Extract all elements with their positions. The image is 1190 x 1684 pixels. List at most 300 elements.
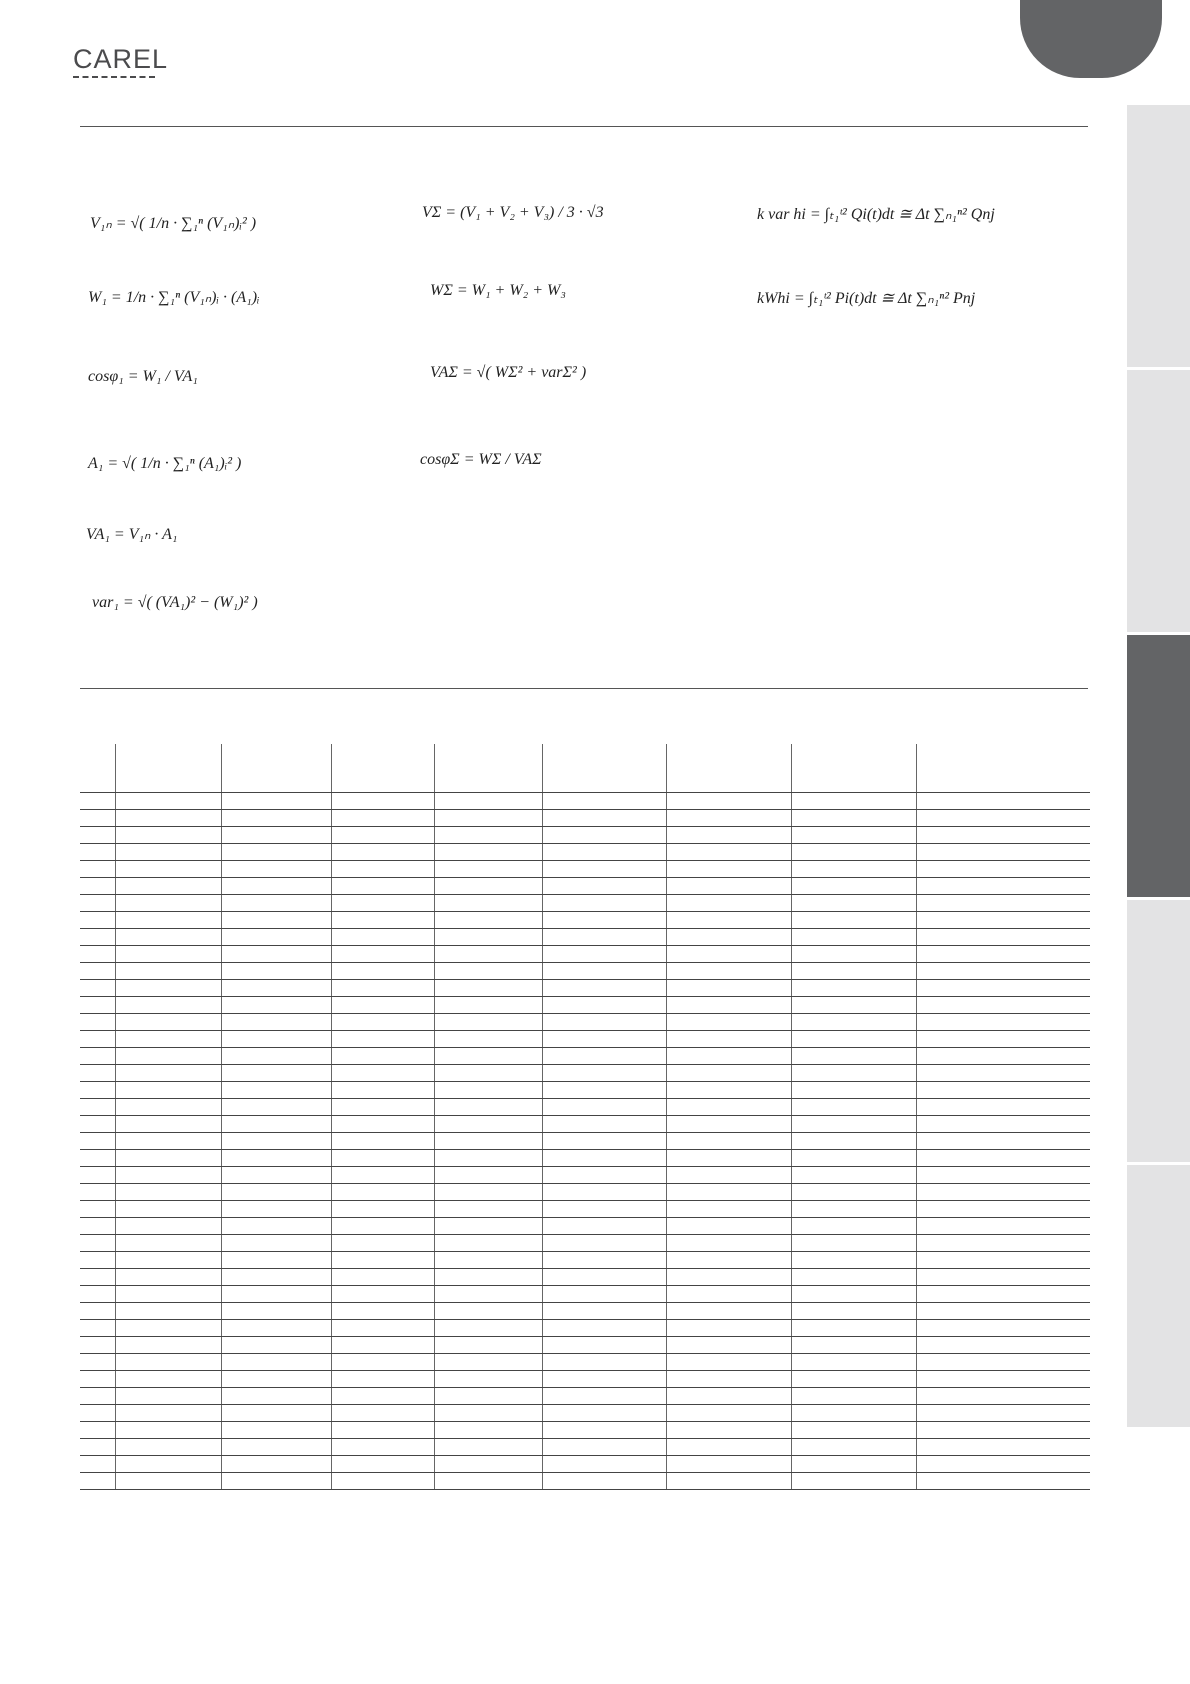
formula-var1: var₁ = √( (VA₁)² − (W₁)² ) — [92, 594, 258, 611]
table-cell — [666, 827, 791, 844]
table-row — [80, 1354, 1090, 1371]
table-cell — [221, 827, 331, 844]
table-cell — [916, 980, 1090, 997]
table-cell — [666, 1371, 791, 1388]
table-cell — [542, 1320, 666, 1337]
table-cell — [434, 1473, 542, 1490]
table-cell — [916, 1048, 1090, 1065]
table-cell — [221, 980, 331, 997]
table-cell — [791, 1116, 916, 1133]
table-cell — [115, 827, 221, 844]
table-cell — [331, 912, 434, 929]
table-row — [80, 946, 1090, 963]
table-cell — [542, 980, 666, 997]
table-cell — [115, 878, 221, 895]
table-cell — [542, 1099, 666, 1116]
table-cell — [115, 1235, 221, 1252]
table-cell — [791, 980, 916, 997]
table-cell — [434, 1456, 542, 1473]
table-cell — [221, 1422, 331, 1439]
table-cell — [115, 980, 221, 997]
table-cell — [115, 912, 221, 929]
table-cell — [542, 963, 666, 980]
table-cell — [791, 1218, 916, 1235]
table-cell — [791, 1065, 916, 1082]
formula-kvarhi: k var hi = ∫ₜ₁ᵗ² Qi(t)dt ≅ Δt ∑ₙ₁ⁿ² Qnj — [757, 206, 995, 223]
table-row — [80, 1048, 1090, 1065]
table-cell — [791, 1133, 916, 1150]
header-cell — [666, 744, 791, 793]
table-cell — [434, 1031, 542, 1048]
table-cell — [916, 1252, 1090, 1269]
table-cell — [331, 1252, 434, 1269]
table-cell — [666, 1235, 791, 1252]
table-cell — [115, 946, 221, 963]
table-cell — [434, 929, 542, 946]
table-cell — [221, 810, 331, 827]
table-cell — [115, 861, 221, 878]
formula-vasigma: VAΣ = √( WΣ² + varΣ² ) — [430, 364, 587, 381]
table-cell — [331, 963, 434, 980]
table-cell — [666, 810, 791, 827]
table-cell — [221, 946, 331, 963]
middle-rule — [80, 688, 1088, 689]
table-cell — [916, 1014, 1090, 1031]
table-cell — [80, 1048, 115, 1065]
table-cell — [542, 1048, 666, 1065]
table-cell — [115, 1048, 221, 1065]
table-cell — [916, 1388, 1090, 1405]
table-row — [80, 1320, 1090, 1337]
table-cell — [331, 1286, 434, 1303]
table-cell — [434, 1269, 542, 1286]
table-cell — [221, 1286, 331, 1303]
table-cell — [542, 1371, 666, 1388]
table-cell — [666, 1269, 791, 1286]
side-tab-4[interactable] — [1127, 900, 1190, 1162]
table-cell — [80, 1303, 115, 1320]
table-row — [80, 1269, 1090, 1286]
table-cell — [791, 827, 916, 844]
table-cell — [115, 1150, 221, 1167]
table-row — [80, 1099, 1090, 1116]
table-cell — [791, 1405, 916, 1422]
table-cell — [221, 1320, 331, 1337]
table-cell — [115, 1286, 221, 1303]
table-cell — [916, 1235, 1090, 1252]
table-cell — [542, 997, 666, 1014]
formula-kwhi: kWhi = ∫ₜ₁ᵗ² Pi(t)dt ≅ Δt ∑ₙ₁ⁿ² Pnj — [757, 290, 976, 307]
table-row — [80, 1065, 1090, 1082]
table-cell — [916, 1082, 1090, 1099]
table-cell — [434, 946, 542, 963]
table-cell — [666, 1354, 791, 1371]
table-cell — [916, 878, 1090, 895]
table-cell — [791, 1303, 916, 1320]
table-cell — [916, 1337, 1090, 1354]
table-cell — [434, 1320, 542, 1337]
table-cell — [542, 827, 666, 844]
table-cell — [791, 793, 916, 810]
table-cell — [221, 997, 331, 1014]
table-row — [80, 1456, 1090, 1473]
table-cell — [80, 793, 115, 810]
table-cell — [916, 1320, 1090, 1337]
table-cell — [331, 1082, 434, 1099]
table-cell — [115, 1014, 221, 1031]
table-cell — [115, 1456, 221, 1473]
table-cell — [791, 861, 916, 878]
table-cell — [542, 878, 666, 895]
table-cell — [916, 997, 1090, 1014]
table-cell — [115, 1184, 221, 1201]
table-cell — [80, 1422, 115, 1439]
table-row — [80, 1371, 1090, 1388]
table-cell — [542, 844, 666, 861]
table-cell — [221, 878, 331, 895]
table-cell — [434, 1167, 542, 1184]
table-cell — [666, 1405, 791, 1422]
header-cell — [221, 744, 331, 793]
table-cell — [542, 810, 666, 827]
table-cell — [916, 946, 1090, 963]
table-cell — [331, 1014, 434, 1031]
table-cell — [434, 793, 542, 810]
table-row — [80, 1031, 1090, 1048]
table-cell — [666, 793, 791, 810]
table-cell — [791, 912, 916, 929]
table-row — [80, 1405, 1090, 1422]
table-cell — [80, 1167, 115, 1184]
table-cell — [434, 1218, 542, 1235]
table-cell — [434, 1388, 542, 1405]
table-cell — [916, 929, 1090, 946]
table-cell — [434, 980, 542, 997]
table-cell — [666, 844, 791, 861]
table-row — [80, 810, 1090, 827]
table-cell — [791, 1286, 916, 1303]
table-cell — [115, 1422, 221, 1439]
table-cell — [542, 1439, 666, 1456]
table-cell — [331, 827, 434, 844]
table-cell — [80, 1201, 115, 1218]
table-cell — [221, 1371, 331, 1388]
table-cell — [666, 1048, 791, 1065]
table-cell — [791, 878, 916, 895]
table-cell — [80, 878, 115, 895]
table-cell — [666, 1303, 791, 1320]
table-cell — [666, 1286, 791, 1303]
header-cell — [916, 744, 1090, 793]
table-cell — [666, 861, 791, 878]
table-cell — [791, 946, 916, 963]
table-cell — [115, 1405, 221, 1422]
table-cell — [434, 1099, 542, 1116]
table-cell — [666, 1422, 791, 1439]
side-tab-3-active[interactable] — [1127, 635, 1190, 897]
table-cell — [434, 1184, 542, 1201]
table-row — [80, 895, 1090, 912]
table-cell — [331, 1269, 434, 1286]
table-cell — [331, 1065, 434, 1082]
table-cell — [80, 1269, 115, 1286]
table-cell — [666, 1473, 791, 1490]
table-cell — [80, 1405, 115, 1422]
table-cell — [115, 1473, 221, 1490]
corner-tab — [1020, 0, 1162, 78]
table-cell — [331, 1235, 434, 1252]
table-cell — [434, 912, 542, 929]
table-cell — [791, 1473, 916, 1490]
table-row — [80, 1167, 1090, 1184]
table-row — [80, 1082, 1090, 1099]
side-tab-2[interactable] — [1127, 370, 1190, 632]
table-cell — [666, 912, 791, 929]
table-cell — [916, 1201, 1090, 1218]
table-cell — [666, 1252, 791, 1269]
table-cell — [542, 1354, 666, 1371]
table-cell — [666, 1150, 791, 1167]
table-cell — [331, 1218, 434, 1235]
table-cell — [542, 1252, 666, 1269]
table-cell — [221, 1133, 331, 1150]
table-cell — [434, 1201, 542, 1218]
table-cell — [916, 844, 1090, 861]
table-cell — [221, 895, 331, 912]
table-cell — [542, 1235, 666, 1252]
table-cell — [916, 1354, 1090, 1371]
table-cell — [434, 1065, 542, 1082]
table-cell — [115, 1082, 221, 1099]
table-cell — [331, 878, 434, 895]
side-tab-1[interactable] — [1127, 105, 1190, 367]
table-cell — [791, 1371, 916, 1388]
table-cell — [434, 1439, 542, 1456]
table-row — [80, 793, 1090, 810]
table-cell — [80, 929, 115, 946]
table-cell — [80, 1337, 115, 1354]
table-cell — [80, 1031, 115, 1048]
logo-underline — [73, 76, 155, 78]
table-cell — [434, 1150, 542, 1167]
table-row — [80, 980, 1090, 997]
table-cell — [542, 1303, 666, 1320]
table-cell — [80, 1150, 115, 1167]
table-cell — [791, 1184, 916, 1201]
table-row — [80, 1218, 1090, 1235]
table-cell — [666, 1184, 791, 1201]
header-cell — [80, 744, 115, 793]
table-cell — [331, 1405, 434, 1422]
table-row — [80, 1150, 1090, 1167]
table-cell — [80, 963, 115, 980]
table-cell — [791, 1082, 916, 1099]
table-cell — [542, 946, 666, 963]
table-cell — [666, 1456, 791, 1473]
table-cell — [80, 1014, 115, 1031]
table-cell — [221, 1473, 331, 1490]
table-cell — [221, 1405, 331, 1422]
table-cell — [331, 861, 434, 878]
formula-cosphisigma: cosφΣ = WΣ / VAΣ — [420, 451, 542, 468]
table-cell — [434, 861, 542, 878]
table-cell — [666, 929, 791, 946]
table-cell — [221, 1065, 331, 1082]
table-cell — [331, 810, 434, 827]
table-cell — [916, 1116, 1090, 1133]
table-cell — [791, 895, 916, 912]
table-cell — [666, 1065, 791, 1082]
table-cell — [115, 1439, 221, 1456]
table-cell — [542, 1286, 666, 1303]
table-cell — [221, 844, 331, 861]
table-cell — [666, 878, 791, 895]
table-cell — [221, 1082, 331, 1099]
table-cell — [115, 1133, 221, 1150]
table-cell — [666, 1082, 791, 1099]
table-cell — [115, 1388, 221, 1405]
table-cell — [221, 1116, 331, 1133]
table-cell — [115, 1371, 221, 1388]
table-cell — [115, 895, 221, 912]
table-cell — [542, 1065, 666, 1082]
table-cell — [221, 1014, 331, 1031]
table-cell — [331, 1320, 434, 1337]
table-cell — [331, 1150, 434, 1167]
table-cell — [221, 1184, 331, 1201]
table-cell — [434, 1303, 542, 1320]
table-cell — [434, 997, 542, 1014]
table-cell — [221, 1048, 331, 1065]
table-cell — [331, 1133, 434, 1150]
table-cell — [916, 1269, 1090, 1286]
formula-w1: W₁ = 1/n · ∑₁ⁿ (V₁ₙ)ᵢ · (A₁)ᵢ — [88, 289, 260, 306]
table-cell — [331, 1099, 434, 1116]
table-cell — [80, 1099, 115, 1116]
table-cell — [791, 997, 916, 1014]
table-cell — [916, 1456, 1090, 1473]
table-cell — [115, 810, 221, 827]
table-cell — [916, 793, 1090, 810]
table-cell — [331, 1337, 434, 1354]
table-cell — [80, 1082, 115, 1099]
table-cell — [221, 1167, 331, 1184]
table-cell — [542, 1150, 666, 1167]
table-cell — [115, 1218, 221, 1235]
table-cell — [542, 1456, 666, 1473]
table-cell — [791, 963, 916, 980]
table-row — [80, 1235, 1090, 1252]
table-cell — [791, 1252, 916, 1269]
table-cell — [331, 1456, 434, 1473]
table-row — [80, 1014, 1090, 1031]
table-cell — [791, 1422, 916, 1439]
table-cell — [542, 895, 666, 912]
table-row — [80, 878, 1090, 895]
carel-logo: CAREL — [73, 44, 169, 74]
table-cell — [434, 1252, 542, 1269]
table-row — [80, 1422, 1090, 1439]
table-cell — [542, 861, 666, 878]
side-tab-5[interactable] — [1127, 1165, 1190, 1427]
table-cell — [791, 1201, 916, 1218]
table-cell — [80, 1439, 115, 1456]
table-cell — [666, 1116, 791, 1133]
table-cell — [434, 844, 542, 861]
table-cell — [542, 1405, 666, 1422]
formula-va1: VA₁ = V₁ₙ · A₁ — [86, 526, 178, 543]
table-cell — [80, 810, 115, 827]
formula-vsigma: VΣ = (V₁ + V₂ + V₃) / 3 · √3 — [422, 204, 604, 221]
table-cell — [115, 963, 221, 980]
table-cell — [916, 1031, 1090, 1048]
table-row — [80, 1388, 1090, 1405]
header-cell — [791, 744, 916, 793]
table-cell — [791, 1320, 916, 1337]
table-cell — [331, 1184, 434, 1201]
table-cell — [916, 1184, 1090, 1201]
table-cell — [80, 1371, 115, 1388]
table-cell — [791, 1337, 916, 1354]
table-cell — [434, 1337, 542, 1354]
table-cell — [331, 1439, 434, 1456]
table-cell — [434, 1286, 542, 1303]
table-cell — [434, 1371, 542, 1388]
table-cell — [542, 1184, 666, 1201]
table-header-row — [80, 744, 1090, 793]
header-cell — [115, 744, 221, 793]
formula-wsigma: WΣ = W₁ + W₂ + W₃ — [430, 282, 566, 299]
table-cell — [80, 1235, 115, 1252]
table-cell — [542, 1116, 666, 1133]
table-cell — [434, 1235, 542, 1252]
table-cell — [666, 895, 791, 912]
table-cell — [331, 1473, 434, 1490]
table-cell — [434, 1133, 542, 1150]
table-cell — [666, 946, 791, 963]
table-cell — [80, 946, 115, 963]
table-row — [80, 1473, 1090, 1490]
table-cell — [916, 1405, 1090, 1422]
table-cell — [80, 1065, 115, 1082]
table-cell — [916, 1133, 1090, 1150]
table-cell — [434, 1422, 542, 1439]
table-cell — [221, 1303, 331, 1320]
table-row — [80, 1439, 1090, 1456]
table-cell — [80, 1116, 115, 1133]
table-cell — [666, 1014, 791, 1031]
table-cell — [916, 1099, 1090, 1116]
table-cell — [331, 844, 434, 861]
table-cell — [115, 1252, 221, 1269]
table-cell — [80, 980, 115, 997]
table-cell — [115, 1099, 221, 1116]
table-cell — [115, 1320, 221, 1337]
table-cell — [791, 1456, 916, 1473]
table-cell — [434, 1014, 542, 1031]
table-cell — [666, 980, 791, 997]
table-cell — [542, 1014, 666, 1031]
table-cell — [331, 980, 434, 997]
table-cell — [331, 1303, 434, 1320]
table-row — [80, 1116, 1090, 1133]
table-cell — [80, 844, 115, 861]
table-row — [80, 1337, 1090, 1354]
table-row — [80, 997, 1090, 1014]
table-cell — [331, 997, 434, 1014]
table-row — [80, 929, 1090, 946]
table-cell — [916, 1422, 1090, 1439]
